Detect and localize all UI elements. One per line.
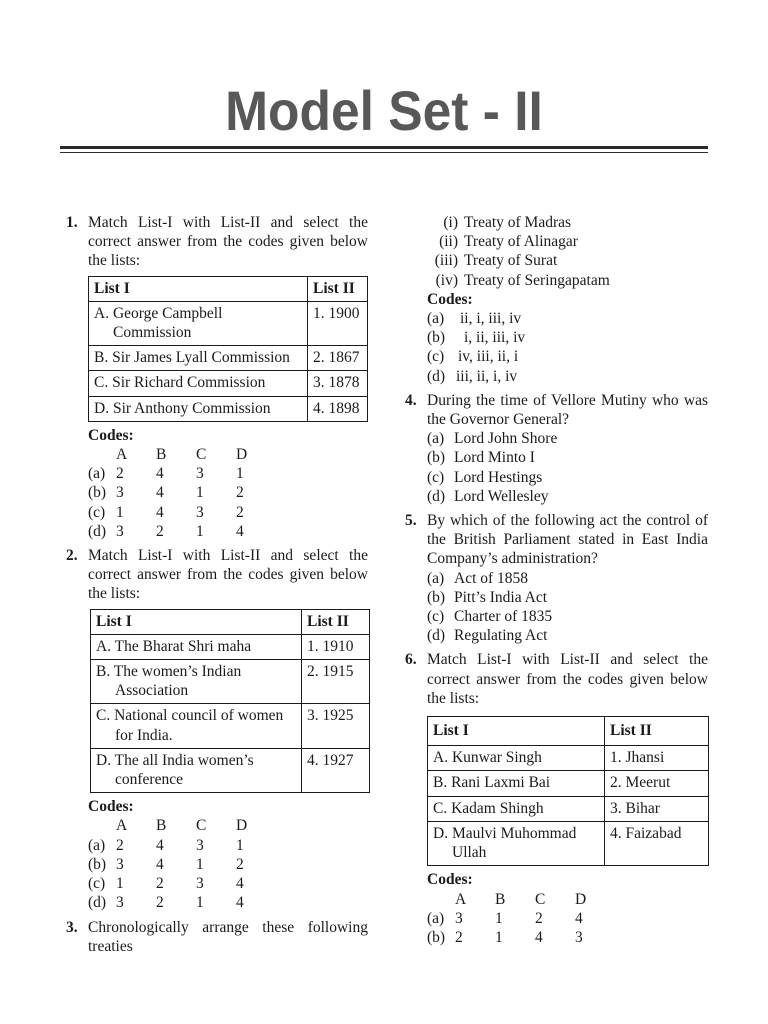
option-label: (c) [88, 503, 106, 521]
code-value: 4 [535, 928, 543, 946]
page-title: Model Set - II [225, 79, 543, 142]
table-cell: 2. 1915 [302, 660, 370, 704]
code-value: 4 [156, 465, 164, 483]
roman-label: (i) [443, 214, 458, 231]
option [405, 309, 708, 328]
table-cell: A. The Bharat Shri maha [91, 634, 302, 659]
code-value: 2 [156, 522, 164, 540]
table-cell: 1. 1910 [302, 634, 370, 659]
option [405, 569, 708, 588]
codes-row [66, 855, 368, 874]
code-value: 3 [116, 522, 124, 540]
table-header-list2: List II [308, 276, 368, 301]
question-4 [405, 391, 708, 429]
option-label: (d) [88, 894, 107, 912]
question-3 [66, 918, 368, 956]
roman-label: (iv) [435, 271, 458, 289]
table-cell: A. George Campbell Commission [89, 301, 308, 345]
table-cell: B. Rani Laxmi Bai [428, 771, 605, 796]
option [405, 328, 708, 347]
code-value: 1 [196, 484, 204, 502]
option-text: Charter of 1835 [454, 608, 553, 626]
codes-row [66, 836, 368, 855]
option-text: iv, iii, ii, i [458, 348, 519, 366]
option-label: (a) [88, 465, 106, 483]
table-cell: B. The women’s Indian Association [91, 660, 302, 704]
code-value: 2 [116, 836, 124, 854]
option-label: (d) [427, 367, 446, 385]
question-text: During the time of Vellore Mutiny who was the Governor General? [427, 391, 708, 429]
code-value: 2 [116, 465, 124, 483]
table-cell: 3. 1878 [308, 371, 368, 396]
codes-row [405, 909, 708, 928]
option [405, 429, 708, 448]
option-text: Lord Wellesley [454, 487, 549, 505]
treaty-item [405, 271, 708, 290]
option-label: (c) [88, 875, 106, 893]
roman-label: (ii) [439, 233, 458, 251]
option-label: (d) [427, 627, 446, 645]
codes-col-a: A [116, 446, 128, 464]
code-value: 1 [495, 909, 503, 927]
question-number: 4. [405, 391, 417, 409]
question-text: Match List-I with List-II and select the correct answer from the codes given below the lists: [88, 547, 368, 603]
option [405, 626, 708, 645]
table-header-list1: List I [89, 276, 308, 301]
option [405, 607, 708, 626]
option [405, 347, 708, 366]
option-label: (a) [427, 430, 445, 448]
question-5 [405, 511, 708, 569]
code-value: 4 [236, 894, 244, 912]
treaty-item [405, 251, 708, 270]
title-rule-thick [60, 146, 708, 149]
table-cell: C. Kadam Shingh [428, 796, 605, 821]
codes-col-b: B [156, 446, 167, 464]
question-number: 6. [405, 651, 417, 669]
table-cell: 1. 1900 [308, 301, 368, 345]
question-text: Chronologically arrange these following treaties [88, 918, 368, 955]
question-number: 3. [66, 918, 78, 936]
code-value: 2 [455, 928, 463, 946]
code-value: 4 [236, 522, 244, 540]
code-value: 4 [575, 909, 583, 927]
table-header-list2: List II [302, 609, 370, 634]
option [405, 468, 708, 487]
codes-col-c: C [535, 890, 546, 908]
code-value: 1 [196, 894, 204, 912]
treaty-text: Treaty of Alinagar [464, 233, 578, 251]
option-label: (a) [88, 836, 106, 854]
codes-row [66, 464, 368, 483]
option-label: (b) [88, 855, 107, 873]
codes-header-row [66, 816, 368, 835]
codes-label: Codes: [88, 426, 134, 444]
code-value: 4 [156, 484, 164, 502]
codes-col-d: D [575, 890, 587, 908]
table-cell: 2. 1867 [308, 346, 368, 371]
option-label: (b) [427, 588, 446, 606]
codes-col-c: C [196, 817, 207, 835]
option-text: ii, i, iii, iv [460, 310, 522, 328]
option [405, 448, 708, 467]
codes-row [66, 874, 368, 893]
table-cell: D. Maulvi Muhommad Ullah [428, 821, 605, 865]
code-value: 1 [116, 875, 124, 893]
codes-label: Codes: [88, 798, 134, 816]
codes-col-a: A [116, 817, 128, 835]
code-value: 3 [575, 928, 583, 946]
code-value: 3 [455, 909, 463, 927]
left-column [66, 213, 368, 956]
codes-col-d: D [236, 446, 248, 464]
table-cell: 4. Faizabad [605, 821, 709, 865]
codes-col-c: C [196, 446, 207, 464]
option-text: Pitt’s India Act [454, 588, 547, 606]
codes-row [66, 893, 368, 912]
code-value: 1 [116, 503, 124, 521]
option [405, 588, 708, 607]
table-header-list1: List I [428, 717, 605, 746]
option-label: (a) [427, 569, 445, 587]
code-value: 1 [236, 465, 244, 483]
codes-col-a: A [455, 890, 467, 908]
code-value: 2 [236, 855, 244, 873]
code-value: 3 [116, 855, 124, 873]
table-cell: 4. 1898 [308, 396, 368, 421]
codes-row [66, 522, 368, 541]
table-cell: 3. Bihar [605, 796, 709, 821]
title-rule-thin [60, 152, 708, 153]
treaty-item [405, 213, 708, 232]
option-text: Lord Minto I [454, 449, 535, 467]
codes-header-row [66, 445, 368, 464]
code-value: 2 [156, 875, 164, 893]
match-table-q2 [90, 609, 370, 794]
option-label: (b) [88, 484, 107, 502]
table-cell: D. Sir Anthony Commission [89, 396, 308, 421]
table-header-list1: List I [91, 609, 302, 634]
option-label: (c) [427, 348, 445, 366]
option-label: (c) [427, 608, 445, 626]
treaty-item [405, 232, 708, 251]
question-2 [66, 546, 368, 604]
code-value: 2 [236, 503, 244, 521]
treaty-text: Treaty of Madras [464, 214, 572, 231]
treaty-text: Treaty of Seringapatam [464, 271, 610, 289]
table-header-list2: List II [605, 717, 709, 746]
option-label: (b) [427, 449, 446, 467]
codes-header-row [405, 890, 708, 909]
code-value: 3 [196, 836, 204, 854]
code-value: 3 [196, 465, 204, 483]
codes-row [405, 928, 708, 947]
option-text: Lord John Shore [454, 430, 558, 448]
table-cell: D. The all India women’s conference [91, 748, 302, 792]
table-cell: C. Sir Richard Commission [89, 371, 308, 396]
codes-col-b: B [156, 817, 167, 835]
code-value: 1 [196, 522, 204, 540]
code-value: 3 [196, 875, 204, 893]
code-value: 3 [196, 503, 204, 521]
codes-label: Codes: [427, 290, 473, 308]
option-label: (c) [427, 468, 445, 486]
code-value: 4 [156, 855, 164, 873]
table-cell: C. National council of women for India. [91, 704, 302, 748]
code-value: 4 [236, 875, 244, 893]
code-value: 3 [116, 894, 124, 912]
right-column [405, 213, 708, 947]
table-cell: 2. Meerut [605, 771, 709, 796]
option-label: (b) [427, 928, 446, 946]
code-value: 1 [236, 836, 244, 854]
option-text: Regulating Act [454, 627, 548, 645]
question-text: Match List-I with List-II and select the correct answer from the codes given below the lists: [88, 214, 368, 270]
question-6 [405, 650, 708, 708]
question-text: By which of the following act the control of the British Parliament stated in East India Company’s administration? [427, 512, 708, 568]
code-value: 2 [236, 484, 244, 502]
option-text: Lord Hestings [454, 468, 543, 486]
question-number: 5. [405, 512, 417, 530]
option-text: iii, ii, i, iv [456, 367, 518, 385]
code-value: 3 [116, 484, 124, 502]
option-label: (d) [88, 522, 107, 540]
treaty-text: Treaty of Surat [464, 252, 558, 270]
table-cell: 1. Jhansi [605, 746, 709, 771]
table-cell: 3. 1925 [302, 704, 370, 748]
code-value: 1 [196, 855, 204, 873]
code-value: 4 [156, 836, 164, 854]
table-cell: 4. 1927 [302, 748, 370, 792]
question-number: 1. [66, 214, 78, 231]
option-text: i, ii, iii, iv [464, 329, 526, 347]
question-text: Match List-I with List-II and select the correct answer from the codes given below the lists: [427, 651, 708, 707]
option-text: Act of 1858 [454, 569, 529, 587]
code-value: 2 [156, 894, 164, 912]
codes-col-d: D [236, 817, 248, 835]
match-table-q1 [88, 276, 368, 422]
codes-row [66, 503, 368, 522]
table-cell: A. Kunwar Singh [428, 746, 605, 771]
option [405, 487, 708, 506]
codes-label: Codes: [427, 871, 473, 889]
table-cell: B. Sir James Lyall Commission [89, 346, 308, 371]
option-label: (a) [427, 909, 445, 927]
question-number: 2. [66, 547, 78, 565]
option-label: (b) [427, 329, 446, 347]
option [405, 367, 708, 386]
option-label: (a) [427, 310, 445, 328]
roman-label: (iii) [434, 252, 458, 270]
codes-row [66, 483, 368, 502]
question-1 [66, 213, 368, 271]
match-table-q6 [427, 716, 709, 866]
code-value: 4 [156, 503, 164, 521]
code-value: 1 [495, 928, 503, 946]
codes-col-b: B [495, 890, 506, 908]
code-value: 2 [535, 909, 543, 927]
option-label: (d) [427, 487, 446, 505]
